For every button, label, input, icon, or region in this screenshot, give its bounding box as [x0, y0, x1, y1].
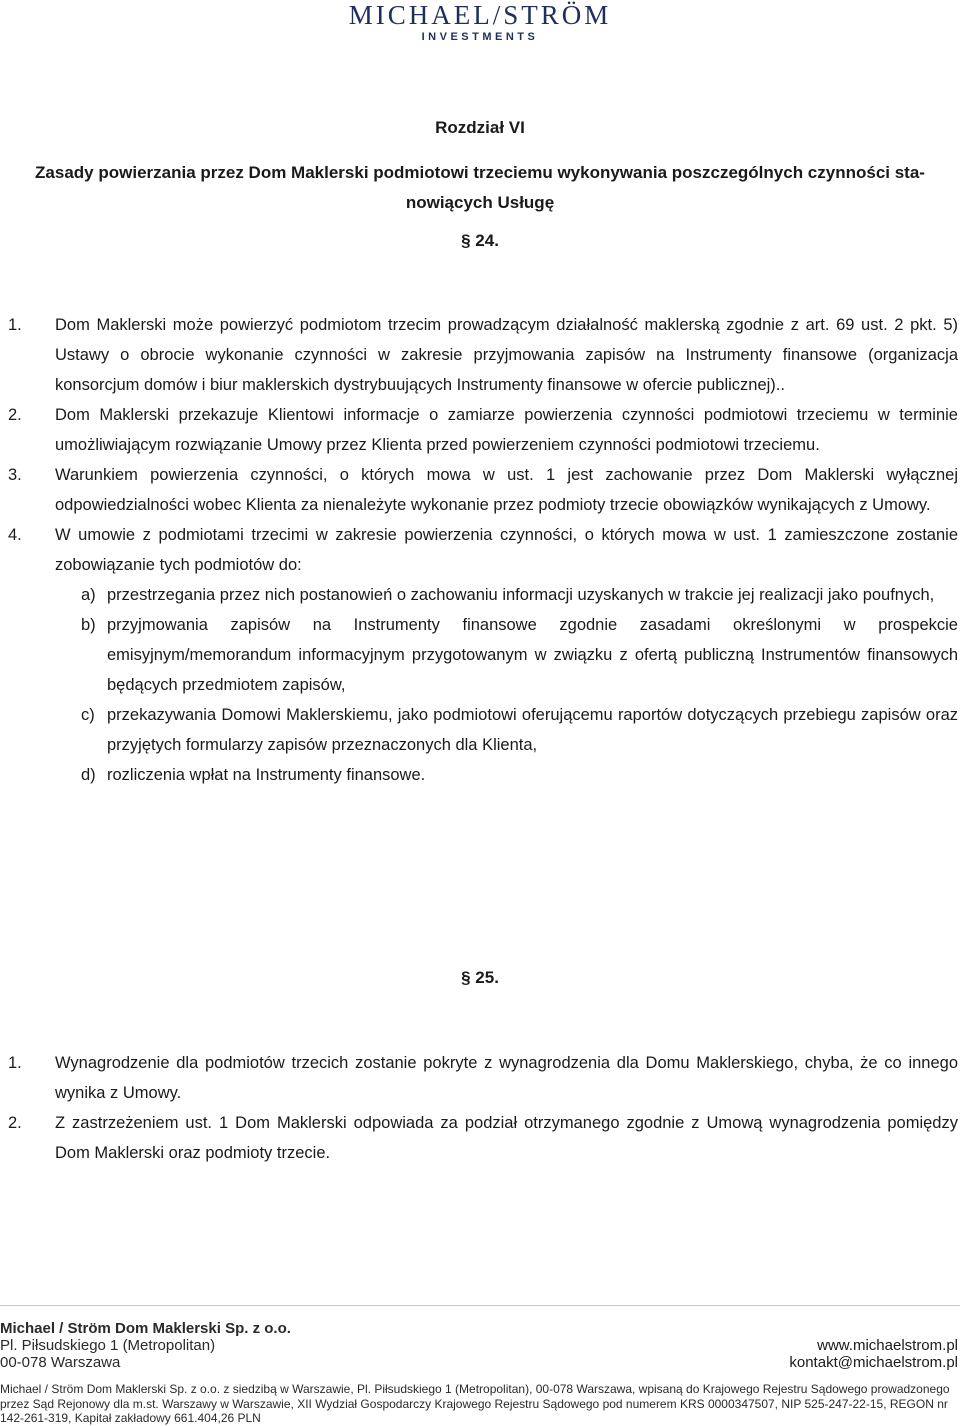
chapter-subtitle-line1: Zasady powierzania przez Dom Maklerski podmiotowi trzeciemu wykonywania poszczególnych czynności sta-	[35, 163, 925, 182]
section-24-heading	[0, 231, 960, 251]
list-item	[8, 310, 958, 400]
sub-item-letter: c)	[81, 706, 95, 724]
company-logo	[0, 0, 960, 44]
sub-list-item	[8, 580, 958, 610]
chapter-title: Rozdział VI	[435, 118, 525, 137]
sub-item-letter: d)	[81, 766, 96, 784]
sub-item-text: przyjmowania zapisów na Instrumenty finansowe zgodnie zasadami określonymi w prospekcie emisyjnym/memorandum informacyjnym przygotowanym w związku z ofertą publiczną Instrumentów finansowych będących przedmiotem zapisów,	[107, 616, 958, 694]
logo-name: MICHAEL/STRÖM	[348, 0, 612, 30]
sub-list-item	[8, 760, 958, 790]
item-text: Dom Maklerski przekazuje Klientowi informacje o zamiarze powierzenia czynności podmiotowi trzeciemu w terminie umożliwiającym rozwiązanie Umowy przez Klienta przed powierzeniem czynności podmiotowi trzeciemu.	[55, 406, 958, 454]
footer-email-link[interactable]: kontakt@michaelstrom.pl	[789, 1354, 958, 1371]
item-text: W umowie z podmiotami trzecimi w zakresie powierzenia czynności, o których mowa w ust. 1 zamieszczone zostanie zobowiązanie tych podmiotów do:	[55, 526, 958, 574]
section-25-heading	[0, 968, 960, 988]
section-25-body	[8, 1048, 958, 1168]
list-item	[8, 1108, 958, 1168]
item-number: 1.	[8, 316, 22, 334]
footer-address-line2: 00-078 Warszawa	[0, 1354, 121, 1371]
section-sign-icon: §	[461, 231, 471, 250]
list-item	[8, 460, 958, 520]
footer-website-link[interactable]: www.michaelstrom.pl	[817, 1337, 958, 1354]
item-number: 2.	[8, 406, 22, 424]
item-number: 2.	[8, 1114, 22, 1132]
list-item	[8, 1048, 958, 1108]
sub-item-text: rozliczenia wpłat na Instrumenty finansowe.	[107, 766, 426, 784]
footer-divider	[0, 1305, 960, 1306]
chapter-subtitle	[0, 158, 960, 218]
item-number: 3.	[8, 466, 22, 484]
footer-company: Michael / Ström Dom Maklerski Sp. z o.o.	[0, 1320, 291, 1337]
sub-item-text: przekazywania Domowi Maklerskiemu, jako podmiotowi oferującemu raportów dotyczących przebiegu zapisów oraz przyjętych formularzy zapisów przeznaczonych dla Klienta,	[107, 706, 958, 754]
item-text: Warunkiem powierzenia czynności, o których mowa w ust. 1 jest zachowanie przez Dom Maklerski wyłącznej odpowiedzialności wobec Klienta za nienależyte wykonanie przez podmioty trzecie obowiązków wynikających z Umowy.	[55, 466, 958, 514]
sub-item-letter: a)	[81, 586, 96, 604]
section-24-body	[8, 310, 958, 790]
item-text: Dom Maklerski może powierzyć podmiotom trzecim prowadzącym działalność maklerską zgodnie z art. 69 ust. 2 pkt. 5) Ustawy o obrocie wykonanie czynności w zakresie przyjmowania zapisów na Instrumenty finansowe (organizacja konsorcjum domów i biur maklerskich dystrybuujących Instrumenty finansowe w ofercie publicznej)..	[55, 316, 958, 394]
item-number: 1.	[8, 1054, 22, 1072]
sub-list-item	[8, 610, 958, 700]
section-24-number: 24.	[475, 231, 499, 250]
item-text: Wynagrodzenie dla podmiotów trzecich zostanie pokryte z wynagrodzenia dla Domu Maklerskiego, chyba, że co innego wynika z Umowy.	[55, 1054, 958, 1102]
item-number: 4.	[8, 526, 22, 544]
footer-address-line1: Pl. Piłsudskiego 1 (Metropolitan)	[0, 1337, 216, 1354]
sub-item-text: przestrzegania przez nich postanowień o zachowaniu informacji uzyskanych w trakcie jej realizacji jako poufnych,	[107, 586, 935, 604]
chapter-subtitle-line2: nowiących Usługę	[405, 193, 555, 212]
item-text: Z zastrzeżeniem ust. 1 Dom Maklerski odpowiada za podział otrzymanego zgodnie z Umową wynagrodzenia pomiędzy Dom Maklerski oraz podmioty trzecie.	[55, 1114, 958, 1162]
logo-subtitle: INVESTMENTS	[421, 31, 539, 43]
list-item	[8, 520, 958, 580]
section-sign-icon: §	[461, 968, 471, 987]
list-item	[8, 400, 958, 460]
section-25-number: 25.	[475, 968, 499, 987]
footer-legal-text: Michael / Ström Dom Maklerski Sp. z o.o. z siedzibą w Warszawie, Pl. Piłsudskiego 1 (Metropolitan), 00-078 Warszawa, wpisaną do Krajowego Rejestru Sądowego prowadzonego przez Sąd Rejonowy dla m.st. Warszawy w Warszawie, XII Wydział Gospodarczy Krajowego Rejestru Sądowego pod numerem KRS 0000347507, NIP 525-247-22-15, REGON nr 142-261-319, Kapitał zakładowy 661.404,26 PLN	[0, 1382, 950, 1425]
sub-list-item	[8, 700, 958, 760]
sub-item-letter: b)	[81, 616, 96, 634]
